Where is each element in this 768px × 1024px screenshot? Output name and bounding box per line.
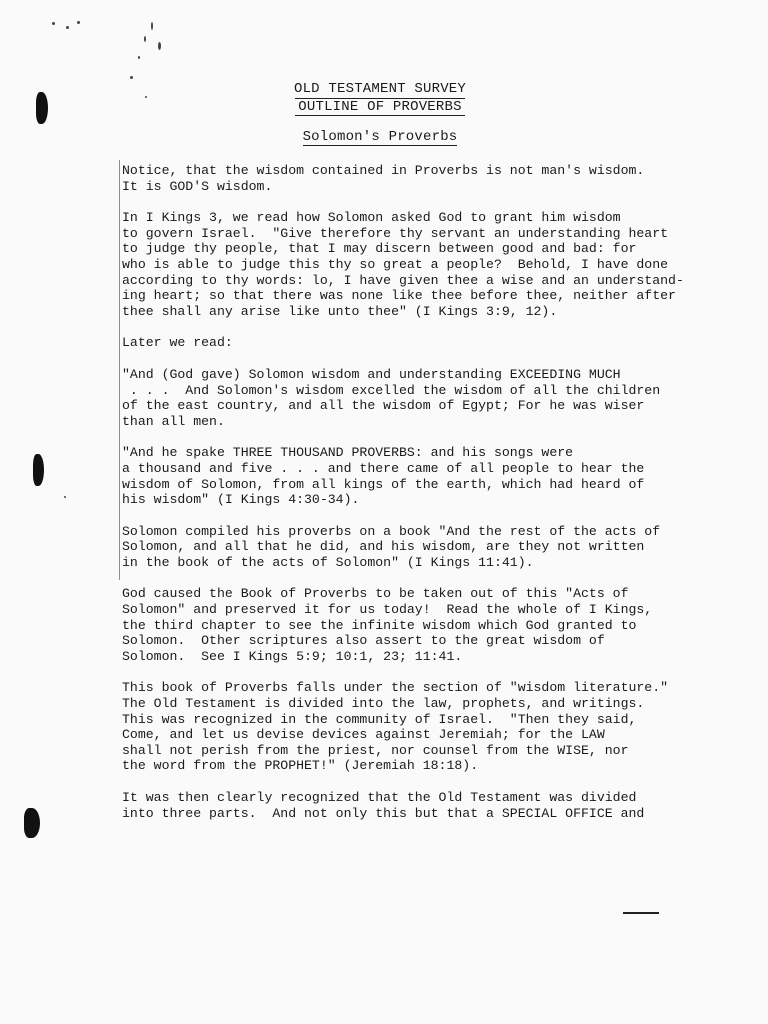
text-line: Notice, that the wisdom contained in Proverbs is not man's wisdom. [122, 163, 645, 178]
punch-hole-mark [24, 808, 40, 838]
text-line: Solomon. Other scriptures also assert to the great wisdom of [122, 633, 605, 649]
text-line: the third chapter to see the infinite wisdom which God granted to [122, 617, 637, 633]
text-line: shall not perish from the priest, nor counsel from the WISE, nor [122, 742, 629, 758]
text-line: to judge thy people, that I may discern between good and bad: for [122, 241, 637, 257]
text-line: God caused the Book of Proverbs to be taken out of this "Acts of [122, 586, 629, 602]
text-line: Come, and let us devise devices against Jeremiah; for the LAW [122, 727, 605, 743]
document-title: OLD TESTAMENT SURVEY [293, 81, 467, 97]
text-line: This book of Proverbs falls under the section of "wisdom literature." [122, 680, 669, 696]
speck [130, 76, 133, 79]
speck [138, 56, 140, 59]
speck [158, 42, 161, 50]
text-line: the word from the PROPHET!" (Jeremiah 18:18). [122, 758, 479, 774]
paragraph [122, 680, 682, 774]
text-line: of the east country, and all the wisdom of Egypt; For he was wiser [122, 398, 645, 414]
text-line: ing heart; so that there was none like thee before thee, neither after [122, 288, 676, 304]
speck [151, 22, 153, 30]
paragraph [122, 445, 682, 507]
text-line: "And he spake THREE THOUSAND PROVERBS: and his songs were [122, 445, 574, 461]
text-line: Solomon" and preserved it for us today! Read the whole of I Kings, [122, 602, 653, 618]
punch-hole-mark [33, 454, 44, 486]
text-line: Later we read: [122, 335, 233, 351]
text-line: to govern Israel. "Give therefore thy servant an understanding heart [122, 225, 669, 241]
text-line: In I Kings 3, we read how Solomon asked God to grant him wisdom [122, 210, 621, 226]
text-line: It is GOD'S wisdom. [122, 178, 273, 194]
paragraph [122, 210, 682, 319]
text-line: in the book of the acts of Solomon" (I Kings 11:41). [122, 554, 534, 570]
paragraph [122, 524, 682, 571]
document-subtitle: OUTLINE OF PROVERBS [0, 98, 764, 116]
paragraph [122, 790, 682, 821]
text-line: Solomon, and all that he did, and his wisdom, are they not written [122, 539, 645, 555]
text-line: Solomon. See I Kings 5:9; 10:1, 23; 11:41. [122, 648, 463, 664]
paragraph [122, 586, 682, 664]
text-line: wisdom of Solomon, from all kings of the earth, which had heard of [122, 476, 645, 492]
section-heading: Solomon's Proverbs [302, 129, 458, 145]
text-line: according to thy words: lo, I have given thee a wise and an understand- [122, 272, 684, 288]
body-text [122, 163, 682, 837]
text-line: thee shall any arise like unto thee" (I Kings 3:9, 12). [122, 303, 558, 319]
margin-rule [119, 160, 120, 580]
speck [144, 36, 146, 42]
paragraph [122, 335, 682, 351]
paragraph [122, 163, 682, 194]
paragraph [122, 367, 682, 429]
text-line: "And (God gave) Solomon wisdom and understanding EXCEEDING MUCH [122, 366, 621, 382]
text-line: Solomon compiled his proverbs on a book "And the rest of the acts of [122, 523, 661, 539]
text-line: who is able to judge this thy so great a people? Behold, I have done [122, 256, 669, 272]
text-line: than all men. [122, 413, 225, 429]
text-line: It was then clearly recognized that the Old Testament was divided [122, 790, 637, 805]
title-block [0, 80, 768, 146]
speck [52, 22, 55, 25]
speck [66, 26, 69, 29]
text-line: The Old Testament is divided into the law, prophets, and writings. [122, 696, 645, 712]
speck [64, 496, 66, 498]
text-line: his wisdom" (I Kings 4:30-34). [122, 492, 360, 508]
text-line: This was recognized in the community of Israel. "Then they said, [122, 711, 637, 727]
text-line: into three parts. And not only this but that a SPECIAL OFFICE and [122, 805, 645, 821]
text-line: . . . And Solomon's wisdom excelled the wisdom of all the children [122, 382, 661, 398]
speck [77, 21, 80, 24]
text-line: a thousand and five . . . and there came of all people to hear the [122, 460, 645, 476]
footer-rule [623, 912, 659, 914]
